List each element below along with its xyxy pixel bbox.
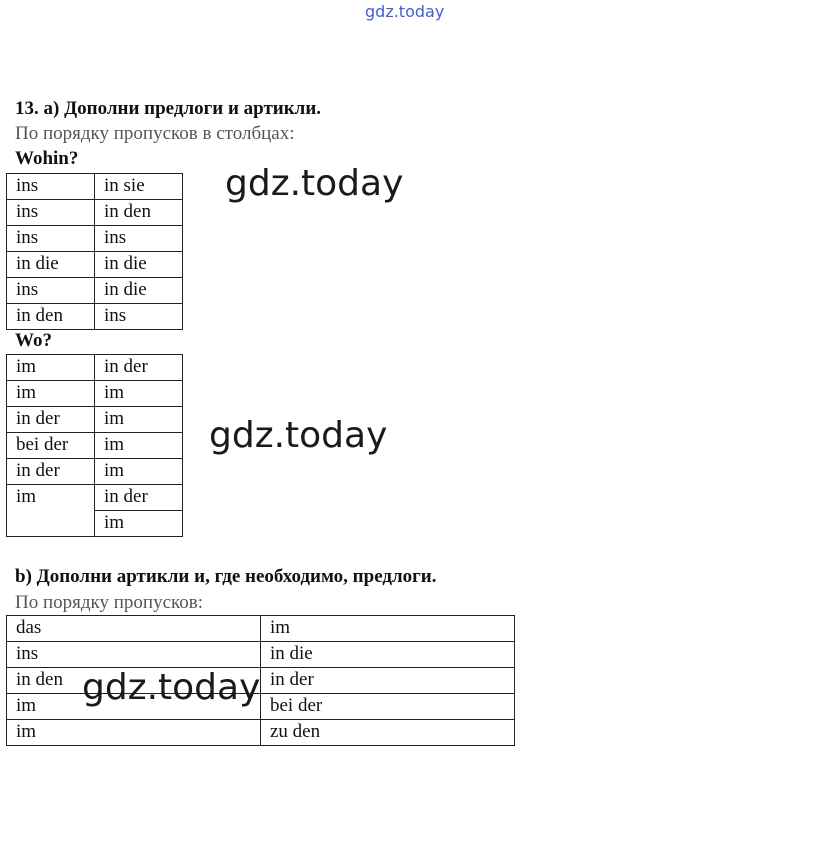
task-heading: 13. а) Дополни предлоги и артикли. <box>15 98 322 119</box>
table-cell: in der <box>261 668 515 694</box>
table-row <box>7 355 183 381</box>
table-cell: im <box>7 355 95 381</box>
table-cell: im <box>95 407 183 433</box>
table-cell: ins <box>7 174 95 200</box>
site-logo: gdz.today <box>365 2 445 21</box>
table-cell: in der <box>7 407 95 433</box>
table-cell: im <box>95 433 183 459</box>
table-cell: im <box>7 381 95 407</box>
table-cell: im <box>95 381 183 407</box>
watermark: gdz.today <box>225 163 404 204</box>
table-cell: ins <box>7 226 95 252</box>
table-cell: im <box>95 511 183 537</box>
table-cell: in der <box>95 485 183 511</box>
table-row <box>7 252 183 278</box>
table-row <box>7 720 515 746</box>
table-cell: das <box>7 616 261 642</box>
table-row <box>7 433 183 459</box>
table-cell: in die <box>95 278 183 304</box>
table-cell: im <box>95 459 183 485</box>
table-cell: in sie <box>95 174 183 200</box>
table-cell: in den <box>7 668 261 694</box>
part-b-note: По порядку пропусков: <box>15 592 204 613</box>
table-cell: in den <box>7 304 95 330</box>
table-cell: ins <box>95 304 183 330</box>
table-row <box>7 485 183 511</box>
table-row <box>7 616 515 642</box>
table-row <box>7 174 183 200</box>
table-cell: ins <box>7 642 261 668</box>
table-cell: in die <box>261 642 515 668</box>
table-row <box>7 304 183 330</box>
table-row <box>7 407 183 433</box>
table-cell: ins <box>7 278 95 304</box>
table-cell: bei der <box>261 694 515 720</box>
part-b-heading: b) Дополни артикли и, где необходимо, предлоги. <box>15 566 437 587</box>
table-row <box>7 381 183 407</box>
table-cell: im <box>261 616 515 642</box>
wohin-table <box>6 173 183 330</box>
table-row <box>7 278 183 304</box>
table-row <box>7 226 183 252</box>
wo-table <box>6 354 183 537</box>
wo-label: Wo? <box>15 330 52 351</box>
table-cell: in die <box>95 252 183 278</box>
table-row <box>7 200 183 226</box>
table-cell: in der <box>95 355 183 381</box>
watermark: gdz.today <box>209 415 388 456</box>
table-cell: in die <box>7 252 95 278</box>
table-cell: bei der <box>7 433 95 459</box>
table-cell: zu den <box>261 720 515 746</box>
wohin-label: Wohin? <box>15 148 79 169</box>
table-cell: in den <box>95 200 183 226</box>
table-cell: ins <box>7 200 95 226</box>
table-cell: im <box>7 694 261 720</box>
table-cell: in der <box>7 459 95 485</box>
table-row <box>7 459 183 485</box>
table-cell: im <box>7 720 261 746</box>
table-row <box>7 642 515 668</box>
table-cell: ins <box>95 226 183 252</box>
table-cell: im <box>7 485 95 537</box>
watermark: gdz.today <box>82 667 261 708</box>
task-note: По порядку пропусков в столбцах: <box>15 123 295 144</box>
